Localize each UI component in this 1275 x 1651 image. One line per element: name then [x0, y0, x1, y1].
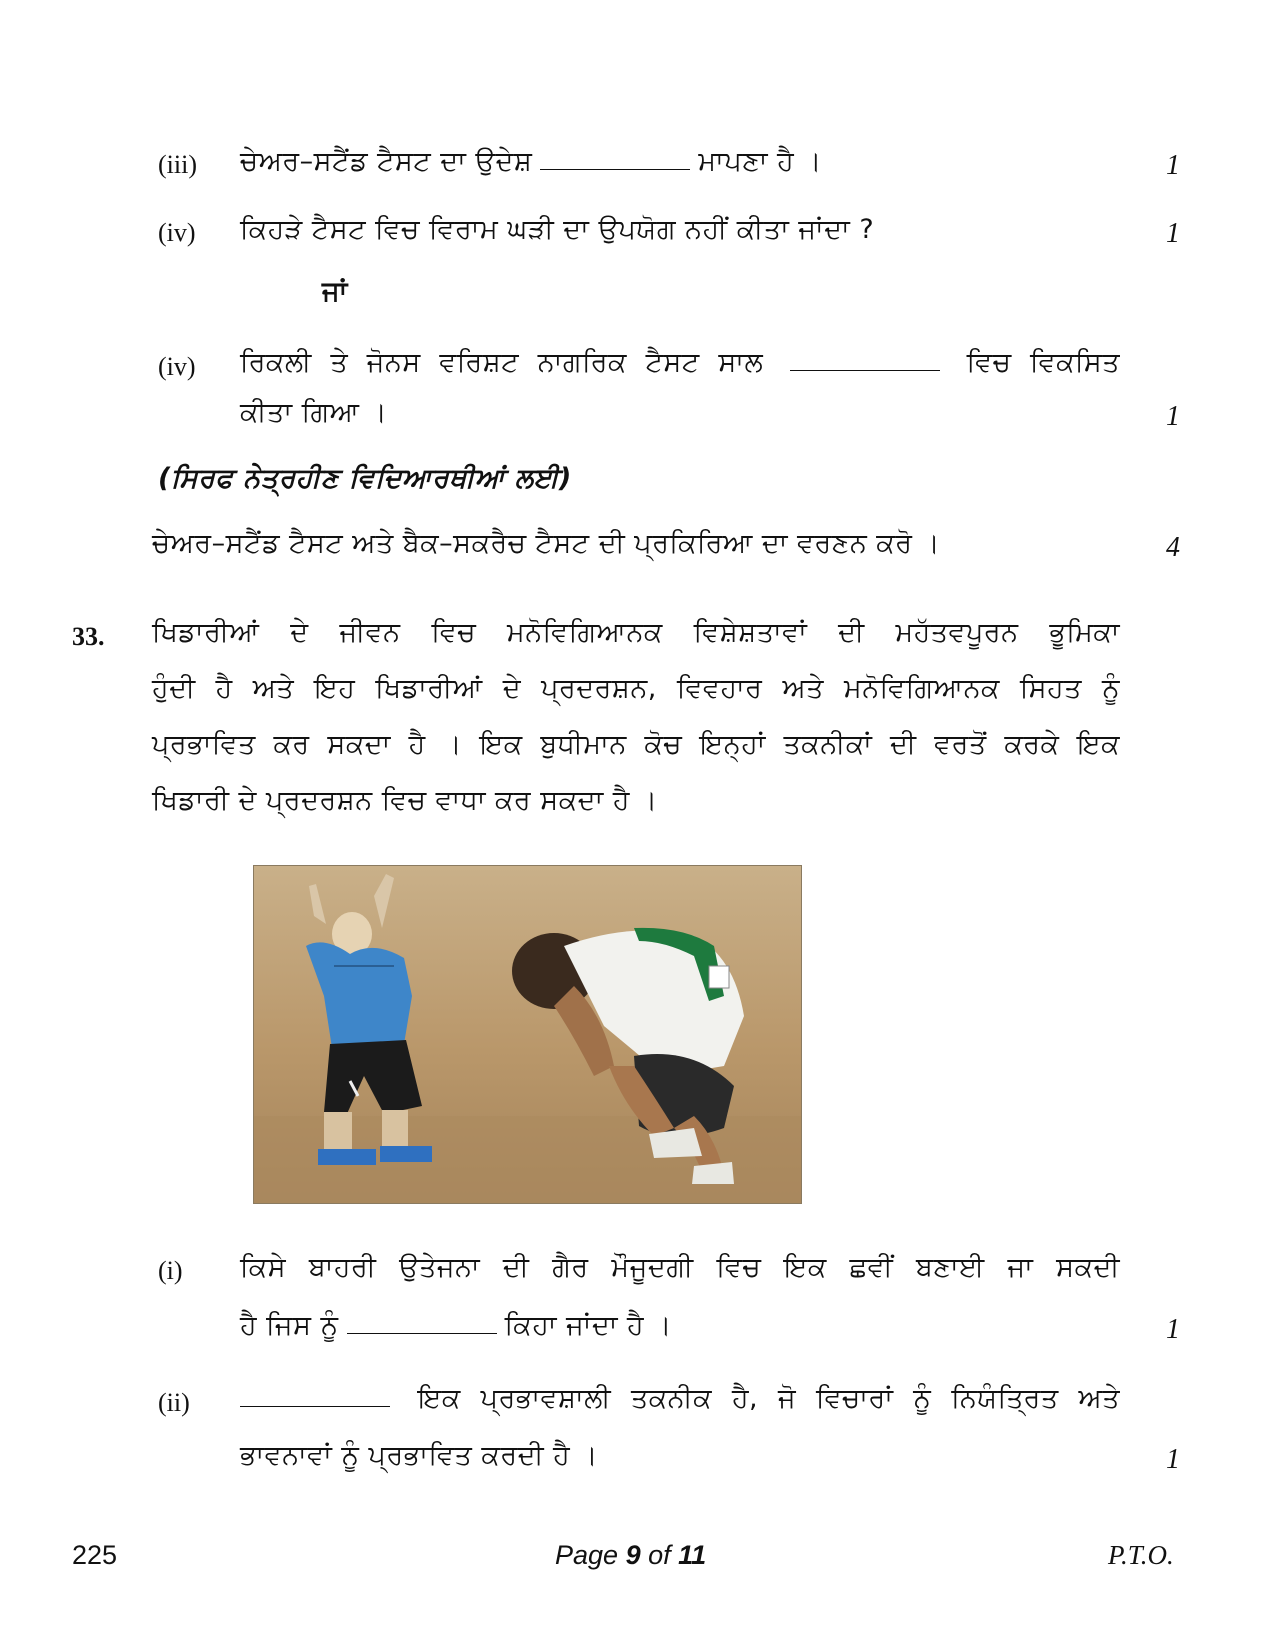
marks-iv-b: 1: [1166, 401, 1180, 432]
question-text-ii-after: ਇਕ ਪ੍ਰਭਾਵਸ਼ਾਲੀ ਤਕਨੀਕ ਹੈ, ਜੋ ਵਿਚਾਰਾਂ ਨੂੰ ਨਿਯੰਤ੍ਰਿਤ ਅਤੇ: [417, 1383, 1120, 1414]
pto-label: P.T.O.: [1108, 1540, 1174, 1570]
page-total: 11: [678, 1540, 707, 1570]
question-number-33: 33.: [72, 622, 105, 651]
answer-blank: [540, 149, 690, 170]
page-prefix: Page: [555, 1540, 619, 1570]
item-number-iv-alt: (iv): [158, 352, 196, 381]
marks-i: 1: [1166, 1314, 1180, 1345]
marks-ii: 1: [1166, 1444, 1180, 1475]
question-text-iv-b-line1: [240, 347, 1120, 379]
answer-blank: [790, 350, 940, 371]
question-text-i-before: ਹੈ ਜਿਸ ਨੂੰ: [240, 1310, 339, 1341]
item-number-iii: (iii): [158, 150, 197, 179]
blind-students-heading: (ਸਿਰਫ ਨੇਤ੍ਰਹੀਣ ਵਿਦਿਆਰਥੀਆਂ ਲਈ): [158, 463, 572, 494]
question-text-iv-b-line2: ਕੀਤਾ ਗਿਆ ।: [240, 397, 388, 428]
question-text-iv-b-before: ਰਿਕਲੀ ਤੇ ਜੋਨਸ ਵਰਿਸ਼ਟ ਨਾਗਰਿਕ ਟੈਸਟ ਸਾਲ: [240, 347, 764, 378]
or-label: ਜਾਂ: [322, 276, 348, 307]
question-text-iv-a: ਕਿਹੜੇ ਟੈਸਟ ਵਿਚ ਵਿਰਾਮ ਘੜੀ ਦਾ ਉਪਯੋਗ ਨਹੀਂ ਕੀਤਾ ਜਾਂਦਾ ?: [240, 214, 875, 245]
page-current: 9: [625, 1540, 641, 1570]
question-text-iii-before: ਚੇਅਰ–ਸਟੈਂਡ ਟੈਸਟ ਦਾ ਉਦੇਸ਼: [240, 146, 533, 177]
item-number-iv: (iv): [158, 218, 196, 247]
question-text-iii: [240, 146, 822, 178]
answer-blank: [347, 1313, 497, 1334]
item-number-ii: (ii): [158, 1388, 190, 1417]
item-number-i: (i): [158, 1256, 183, 1285]
page-of: of: [648, 1540, 671, 1570]
q33-text-line2: ਹੁੰਦੀ ਹੈ ਅਤੇ ਇਹ ਖਿਡਾਰੀਆਂ ਦੇ ਪ੍ਰਦਰਸ਼ਨ, ਵਿਵਹਾਰ ਅਤੇ ਮਨੋਵਿਗਿਆਨਕ ਸਿਹਤ ਨੂੰ: [152, 673, 1120, 704]
question-text-i-after: ਕਿਹਾ ਜਾਂਦਾ ਹੈ ।: [504, 1310, 672, 1341]
question-text-ii-line1: [240, 1383, 1120, 1415]
blind-question-text: ਚੇਅਰ–ਸਟੈਂਡ ਟੈਸਟ ਅਤੇ ਬੈਕ–ਸਕਰੈਚ ਟੈਸਟ ਦੀ ਪ੍ਰਕਿਰਿਆ ਦਾ ਵਰਣਨ ਕਰੋ ।: [152, 528, 941, 559]
question-text-ii-line2: ਭਾਵਨਾਵਾਂ ਨੂੰ ਪ੍ਰਭਾਵਿਤ ਕਰਦੀ ਹੈ ।: [240, 1440, 599, 1471]
page-indicator: [555, 1540, 706, 1571]
question-text-iii-after: ਮਾਪਣਾ ਹੈ ।: [698, 146, 822, 177]
marks-blind-question: 4: [1166, 532, 1180, 563]
athletes-photo: [253, 865, 802, 1204]
question-text-i-line2: [240, 1310, 672, 1342]
question-text-iv-b-after: ਵਿਚ ਵਿਕਸਿਤ: [966, 347, 1120, 378]
answer-blank: [240, 1386, 390, 1407]
marks-iii: 1: [1166, 150, 1180, 181]
q33-text-line1: ਖਿਡਾਰੀਆਂ ਦੇ ਜੀਵਨ ਵਿਚ ਮਨੋਵਿਗਿਆਨਕ ਵਿਸ਼ੇਸ਼ਤਾਵਾਂ ਦੀ ਮਹੱਤਵਪੂਰਨ ਭੂਮਿਕਾ: [152, 617, 1120, 648]
marks-iv-a: 1: [1166, 218, 1180, 249]
q33-text-line4: ਖਿਡਾਰੀ ਦੇ ਪ੍ਰਦਰਸ਼ਨ ਵਿਚ ਵਾਧਾ ਕਰ ਸਕਦਾ ਹੈ ।: [152, 785, 658, 816]
q33-text-line3: ਪ੍ਰਭਾਵਿਤ ਕਰ ਸਕਦਾ ਹੈ । ਇਕ ਬੁਧੀਮਾਨ ਕੋਚ ਇਨ੍ਹਾਂ ਤਕਨੀਕਾਂ ਦੀ ਵਰਤੋਂ ਕਰਕੇ ਇਕ: [152, 729, 1120, 760]
paper-code: 225: [72, 1540, 118, 1570]
question-text-i-line1: ਕਿਸੇ ਬਾਹਰੀ ਉਤੇਜਨਾ ਦੀ ਗੈਰ ਮੌਜੂਦਗੀ ਵਿਚ ਇਕ ਛਵੀਂ ਬਣਾਈ ਜਾ ਸਕਦੀ: [240, 1252, 1120, 1283]
